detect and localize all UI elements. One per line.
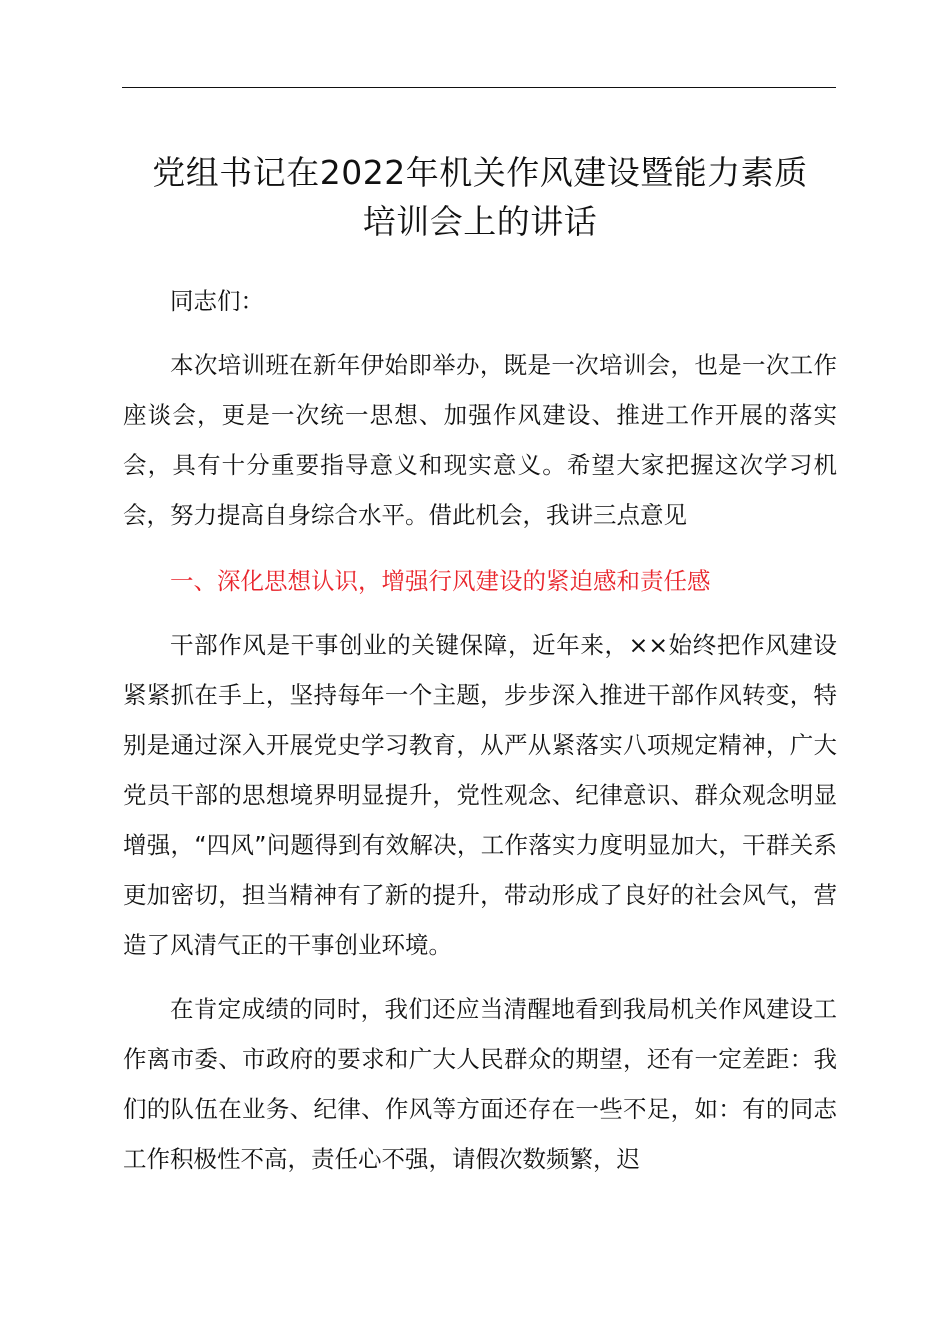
- salutation: 同志们：: [170, 287, 264, 315]
- paragraph-shortcomings: 在肯定成绩的同时，我们还应当清醒地看到我局机关作风建设工作离市委、市政府的要求和广大人民群众的期望，还有一定差距：我们的队伍在业务、纪律、作风等方面还存在一些不足，如：有的同志工作积极性不高，责任心不强，请假次数频繁，迟: [123, 995, 837, 1173]
- paragraph-work-style: 干部作风是干事创业的关键保障，近年来，××始终把作风建设紧紧抓在手上，坚持每年一个主题，步步深入推进干部作风转变，特别是通过深入开展党史学习教育，从严从紧落实八项规定精神，广大党员干部的思想境界明显提升，党性观念、纪律意识、群众观念明显增强，“四风”问题得到有效解决，工作落实力度明显加大，干群关系更加密切，担当精神有了新的提升，带动形成了良好的社会风气，营造了风清气正的干事创业环境。: [123, 631, 837, 959]
- document-title: [110, 148, 850, 246]
- section-heading-1: 一、深化思想认识，增强行风建设的紧迫感和责任感: [170, 567, 711, 595]
- paragraph-intro: 本次培训班在新年伊始即举办，既是一次培训会，也是一次工作座谈会，更是一次统一思想、加强作风建设、推进工作开展的落实会，具有十分重要指导意义和现实意义。希望大家把握这次学习机会，努力提高自身综合水平。借此机会，我讲三点意见: [123, 351, 837, 529]
- title-line-2: 培训会上的讲话: [362, 202, 598, 241]
- header-rule: [122, 87, 836, 88]
- title-line-1: 党组书记在2022年机关作风建设暨能力素质: [152, 153, 808, 192]
